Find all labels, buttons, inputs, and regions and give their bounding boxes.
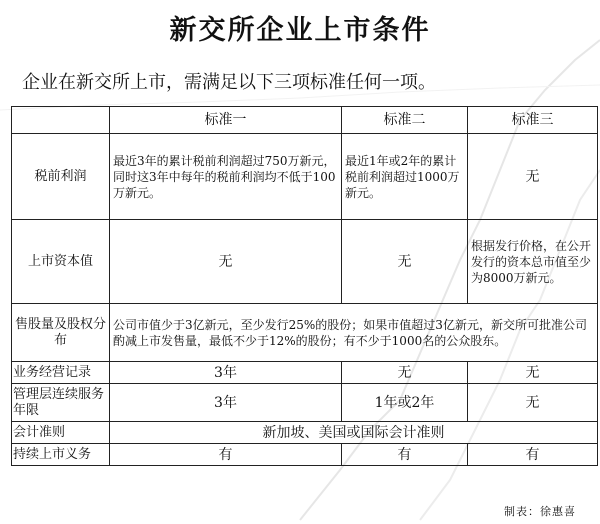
table-row — [12, 422, 598, 444]
table-cell: 无 — [468, 362, 598, 384]
table-cell: 3年 — [110, 384, 342, 422]
header-standard-2: 标准二 — [342, 107, 468, 134]
table-cell-merged: 公司市值少于3亿新元，至少发行25%的股份；如果市值超过3亿新元，新交所可批准公司酌减上市发售量，最低不少于12%的股份；有不少于1000名的公众股东。 — [110, 304, 598, 362]
row-label: 税前利润 — [12, 134, 110, 220]
table-cell: 1年或2年 — [342, 384, 468, 422]
table-cell: 3年 — [110, 362, 342, 384]
header-empty — [12, 107, 110, 134]
table-cell: 无 — [342, 220, 468, 304]
listing-requirements-table — [11, 106, 598, 466]
table-cell: 无 — [468, 384, 598, 422]
table-row — [12, 134, 598, 220]
table-cell: 最近1年或2年的累计税前利润超过1000万新元。 — [342, 134, 468, 220]
row-label: 会计准则 — [12, 422, 110, 444]
table-cell: 最近3年的累计税前利润超过750万新元，同时这3年中每年的税前利润均不低于100万新元。 — [110, 134, 342, 220]
row-label: 上市资本值 — [12, 220, 110, 304]
page-title: 新交所企业上市条件 — [169, 15, 431, 46]
row-label: 业务经营记录 — [12, 362, 110, 384]
table-credit: 制表：徐惠喜 — [504, 505, 576, 518]
table-row — [12, 444, 598, 466]
table-cell: 无 — [342, 362, 468, 384]
table-row — [12, 384, 598, 422]
header-standard-3: 标准三 — [468, 107, 598, 134]
table-cell: 无 — [468, 134, 598, 220]
table-cell: 有 — [342, 444, 468, 466]
table-cell: 有 — [110, 444, 342, 466]
table-cell: 有 — [468, 444, 598, 466]
row-label: 持续上市义务 — [12, 444, 110, 466]
table-cell: 无 — [110, 220, 342, 304]
table-header-row — [12, 107, 598, 134]
table-row — [12, 304, 598, 362]
table-row — [12, 362, 598, 384]
table-row — [12, 220, 598, 304]
row-label: 售股量及股权分布 — [12, 304, 110, 362]
row-label: 管理层连续服务年限 — [12, 384, 110, 422]
table-cell-merged: 新加坡、美国或国际会计准则 — [110, 422, 598, 444]
table-cell: 根据发行价格，在公开发行的资本总市值至少为8000万新元。 — [468, 220, 598, 304]
page-subtitle: 企业在新交所上市，需满足以下三项标准任何一项。 — [22, 72, 436, 93]
header-standard-1: 标准一 — [110, 107, 342, 134]
